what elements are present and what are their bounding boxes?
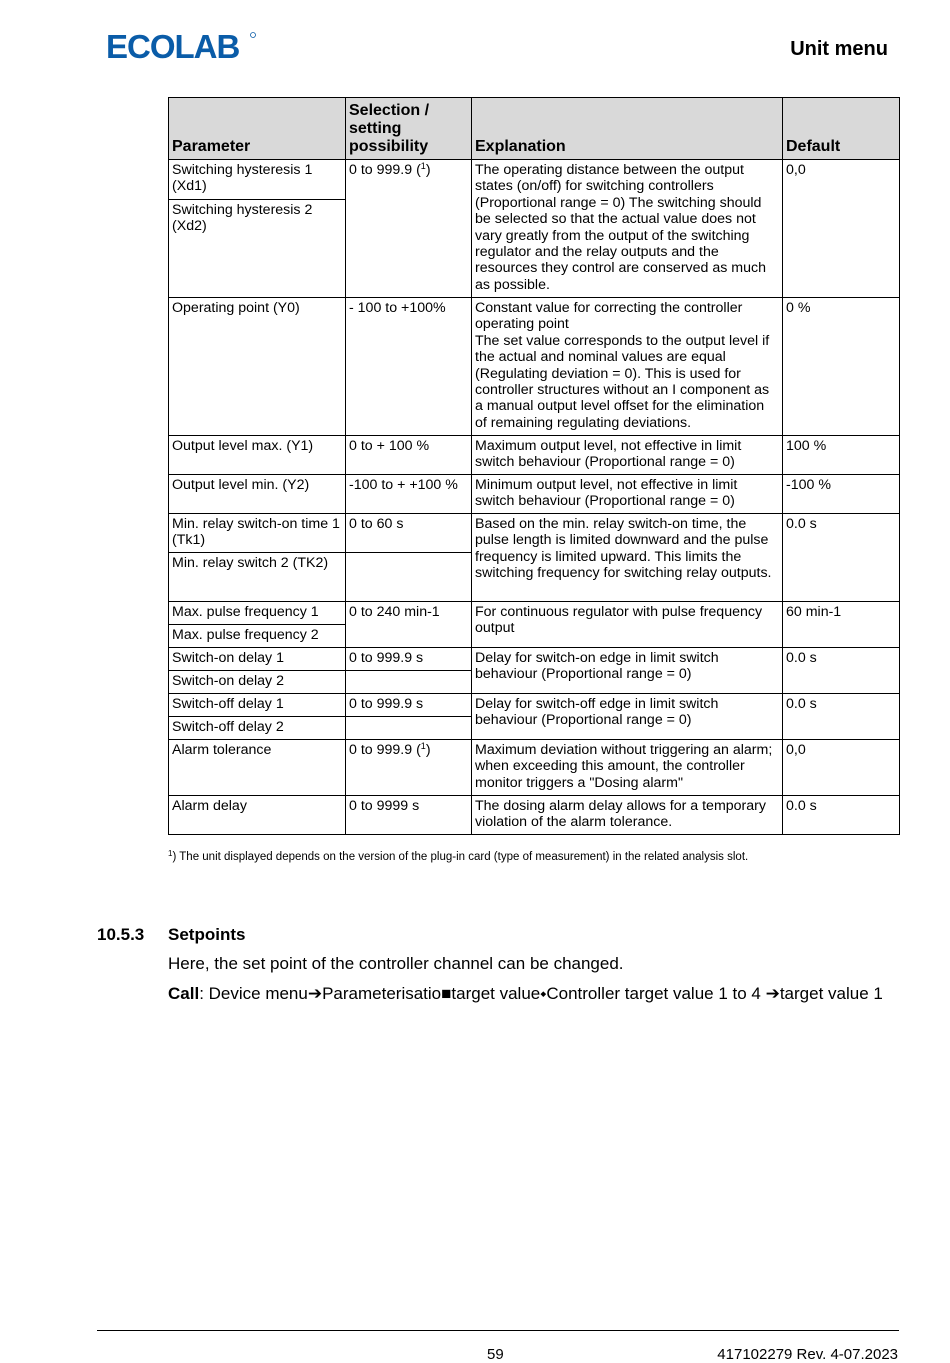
cell-selection: 0 to 9999 s [346,796,472,835]
table-row [169,796,900,835]
explanation-line: The set value corresponds to the output level if the actual and nominal values are equal (Regulating deviation = 0). This is used for controller structures without an I component as a manual output level offset for the elimination of remaining regulating deviations. [475,332,770,431]
cell-selection: 0 to 999.9 s [346,694,472,717]
cell-parameter: Output level max. (Y1) [169,436,346,475]
cell-parameter: Switch-off delay 2 [169,717,346,740]
cell-default: 60 min-1 [783,602,900,648]
cell-parameter: Switching hysteresis 2 (Xd2) [169,200,346,298]
call-label: Call [168,984,200,1003]
explanation-line: Constant value for correcting the controller operating point [475,300,743,333]
cell-default: 100 % [783,436,900,475]
table-row [169,740,900,796]
cell-selection-empty [346,717,472,740]
selection-value: 0 to 999.9 [349,742,413,758]
cell-explanation: Delay for switch-on edge in limit switch behaviour (Proportional range = 0) [472,648,783,694]
cell-explanation: Minimum output level, not effective in limit switch behaviour (Proportional range = 0) [472,475,783,514]
table-row [169,475,900,514]
section-number: 10.5.3 [97,925,145,944]
cell-default: 0.0 s [783,796,900,835]
cell-parameter: Output level min. (Y2) [169,475,346,514]
table-row [169,694,900,717]
footer-divider [97,1330,899,1331]
cell-explanation: The operating distance between the output states (on/off) for switching controllers (Proportional range = 0) The switching should be selected so that the actual value does not vary greatly from the output of the switching regulator and the relay outputs and the resources they control are conserved as much as possible. [472,160,783,298]
svg-text:ECOLAB: ECOLAB [106,30,240,62]
table-row [169,648,900,671]
cell-default: 0.0 s [783,648,900,694]
cell-selection: 0 to 240 min-1 [346,602,472,648]
cell-explanation [472,298,783,436]
cell-selection-empty [346,671,472,694]
cell-selection: -100 to + +100 % [346,475,472,514]
cell-explanation: Based on the min. relay switch-on time, the pulse length is limited downward and the pulse frequency is limited upward. This limits the switching frequency for switching relay outputs. [472,514,783,602]
table-row [169,514,900,553]
cell-parameter: Switch-on delay 1 [169,648,346,671]
footnote-ref: 1 [420,161,426,171]
cell-default: 0,0 [783,740,900,796]
column-header-parameter: Parameter [169,98,346,160]
document-id: 417102279 Rev. 4-07.2023 [717,1346,898,1363]
column-header-default: Default [783,98,900,160]
cell-parameter: Switch-off delay 1 [169,694,346,717]
cell-parameter: Operating point (Y0) [169,298,346,436]
selection-value: 0 to 999.9 [349,162,413,178]
ecolab-logo-graphic [106,30,256,62]
cell-parameter: Alarm delay [169,796,346,835]
cell-default: 0.0 s [783,694,900,740]
page-number: 59 [487,1346,504,1363]
cell-parameter: Min. relay switch-on time 1 (Tk1) [169,514,346,553]
cell-parameter: Alarm tolerance [169,740,346,796]
cell-selection-empty [346,553,472,602]
cell-explanation: Maximum output level, not effective in limit switch behaviour (Proportional range = 0) [472,436,783,475]
table-row [169,160,900,200]
footnote-marker: 1 [168,849,173,858]
cell-parameter: Switch-on delay 2 [169,671,346,694]
cell-explanation: Delay for switch-off edge in limit switch behaviour (Proportional range = 0) [472,694,783,740]
cell-default: 0.0 s [783,514,900,602]
call-path: : Device menu➔Parameterisatio■target value⬩Controller target value 1 to 4 ➔target value 1 [199,984,883,1003]
section-text: Here, the set point of the controller channel can be changed. [168,954,624,973]
table-footnote [168,851,748,863]
cell-default: 0 % [783,298,900,436]
cell-explanation: The dosing alarm delay allows for a temporary violation of the alarm tolerance. [472,796,783,835]
column-header-explanation: Explanation [472,98,783,160]
cell-selection: 0 to 999.9 ($^1$) [346,740,472,796]
page-header-title: Unit menu [790,38,888,60]
cell-parameter: Max. pulse frequency 2 [169,625,346,648]
cell-parameter: Min. relay switch 2 (TK2) [169,553,346,602]
cell-parameter: Max. pulse frequency 1 [169,602,346,625]
table-header-row [169,98,900,160]
cell-default: 0,0 [783,160,900,298]
cell-default: -100 % [783,475,900,514]
cell-selection: 0 to 999.9 ($^1$) [346,160,472,298]
column-header-selection: Selection / setting possibility [346,98,472,160]
cell-selection: 0 to 999.9 s [346,648,472,671]
cell-selection: - 100 to +100% [346,298,472,436]
footnote-text: ) The unit displayed depends on the version of the plug-in card (type of measurement) in the related analysis slot. [172,851,749,863]
parameter-table [168,97,900,835]
table-row [169,602,900,625]
section-title: Setpoints [168,925,246,944]
table-row [169,436,900,475]
cell-selection: 0 to + 100 % [346,436,472,475]
cell-parameter: Switching hysteresis 1 (Xd1) [169,160,346,200]
ecolab-logo [106,30,256,62]
call-instruction [168,984,898,1004]
footnote-ref: 1 [420,741,426,751]
table-row [169,298,900,436]
cell-selection: 0 to 60 s [346,514,472,553]
cell-explanation: Maximum deviation without triggering an alarm; when exceeding this amount, the controller monitor triggers a "Dosing alarm" [472,740,783,796]
cell-explanation: For continuous regulator with pulse frequency output [472,602,783,648]
